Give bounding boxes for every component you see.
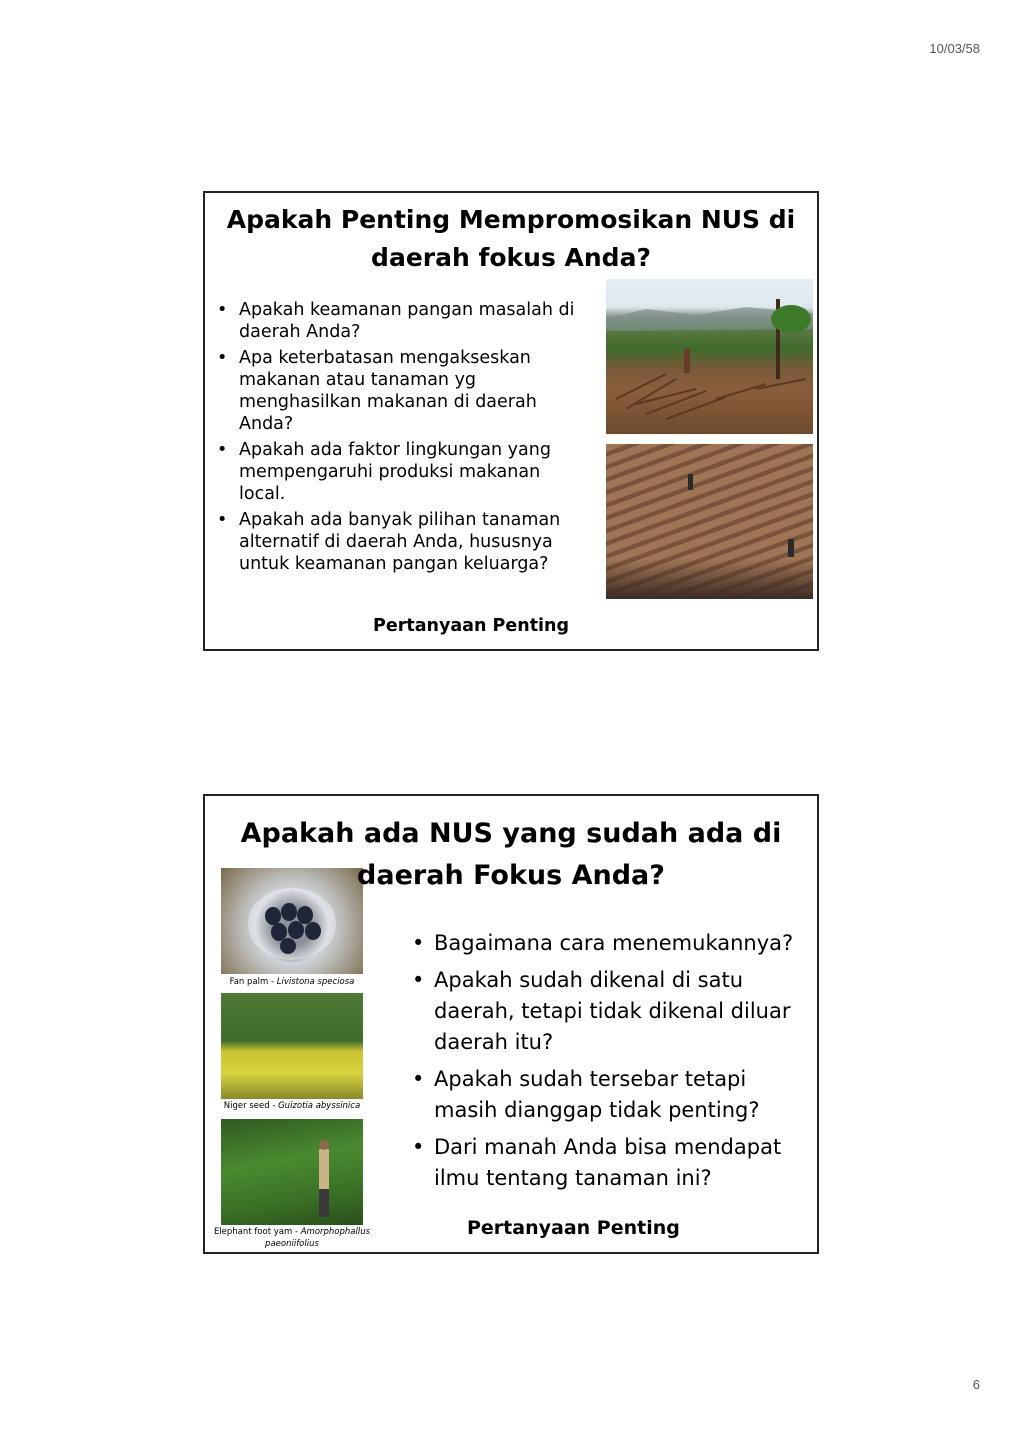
photo-niger-seed-field [221, 993, 363, 1099]
slide-2-bullet-list [408, 928, 808, 1200]
bullet-text: Apakah ada faktor lingkungan yang mempengaruhi produksi makanan local. [239, 440, 551, 504]
list-item [213, 299, 588, 343]
caption-common: Elephant foot yam - [213, 1227, 301, 1237]
caption-scientific: Livistona speciosa [276, 977, 355, 987]
bullet-text: Apakah ada banyak pilihan tanaman alternatif di daerah Anda, hususnya untuk keamanan pangan keluarga? [239, 510, 561, 574]
list-item [213, 439, 588, 505]
bullet-text: Apakah sudah dikenal di satu daerah, tetapi tidak dikenal diluar daerah itu? [434, 968, 791, 1054]
list-item [213, 509, 588, 575]
page-number: 6 [972, 1377, 980, 1392]
bullet-text: Apa keterbatasan mengakseskan makanan atau tanaman yg menghasilkan makanan di daerah Anda? [239, 348, 537, 434]
slide-2-title: Apakah ada NUS yang sudah ada di daerah Fokus Anda? [240, 818, 782, 891]
bullet-icon: • [217, 348, 228, 368]
list-item [408, 965, 808, 1058]
bullet-text: Apakah keamanan pangan masalah di daerah Anda? [239, 300, 575, 342]
caption-fan-palm [219, 976, 365, 988]
photo-land-clearing [606, 279, 813, 434]
bullet-icon: • [217, 300, 228, 320]
photo-elephant-foot-yam [221, 1119, 363, 1225]
caption-common: Niger seed - [223, 1101, 279, 1111]
slide-2 [203, 794, 819, 1254]
slide-1-title: Apakah Penting Mempromosikan NUS di daerah fokus Anda? [226, 205, 796, 272]
caption-niger-seed [219, 1100, 365, 1112]
list-item [408, 1132, 808, 1194]
slide-1 [203, 191, 819, 651]
caption-elephant-foot-yam [209, 1226, 375, 1250]
bullet-text: Bagaimana cara menemukannya? [434, 931, 794, 955]
bullet-icon: • [412, 1067, 425, 1091]
bullet-icon: • [412, 931, 425, 955]
slide-1-bullet-list [213, 299, 588, 579]
list-item [408, 1064, 808, 1126]
caption-common: Fan palm - [229, 977, 277, 987]
bullet-text: Dari manah Anda bisa mendapat ilmu tentang tanaman ini? [434, 1135, 782, 1190]
bullet-icon: • [217, 440, 228, 460]
caption-scientific: Amorphophallus paeoniifolius [265, 1227, 371, 1249]
page-date: 10/03/58 [929, 41, 980, 56]
bullet-icon: • [412, 1135, 425, 1159]
list-item [213, 347, 588, 435]
slide-1-footer: Pertanyaan Penting [373, 616, 570, 636]
photo-terraced-field [606, 444, 813, 599]
bullet-icon: • [412, 968, 425, 992]
caption-scientific: Guizotia abyssinica [278, 1101, 361, 1111]
bullet-icon: • [217, 510, 228, 530]
bullet-text: Apakah sudah tersebar tetapi masih dianggap tidak penting? [434, 1067, 760, 1122]
slide-2-footer: Pertanyaan Penting [467, 1217, 680, 1239]
list-item [408, 928, 808, 959]
